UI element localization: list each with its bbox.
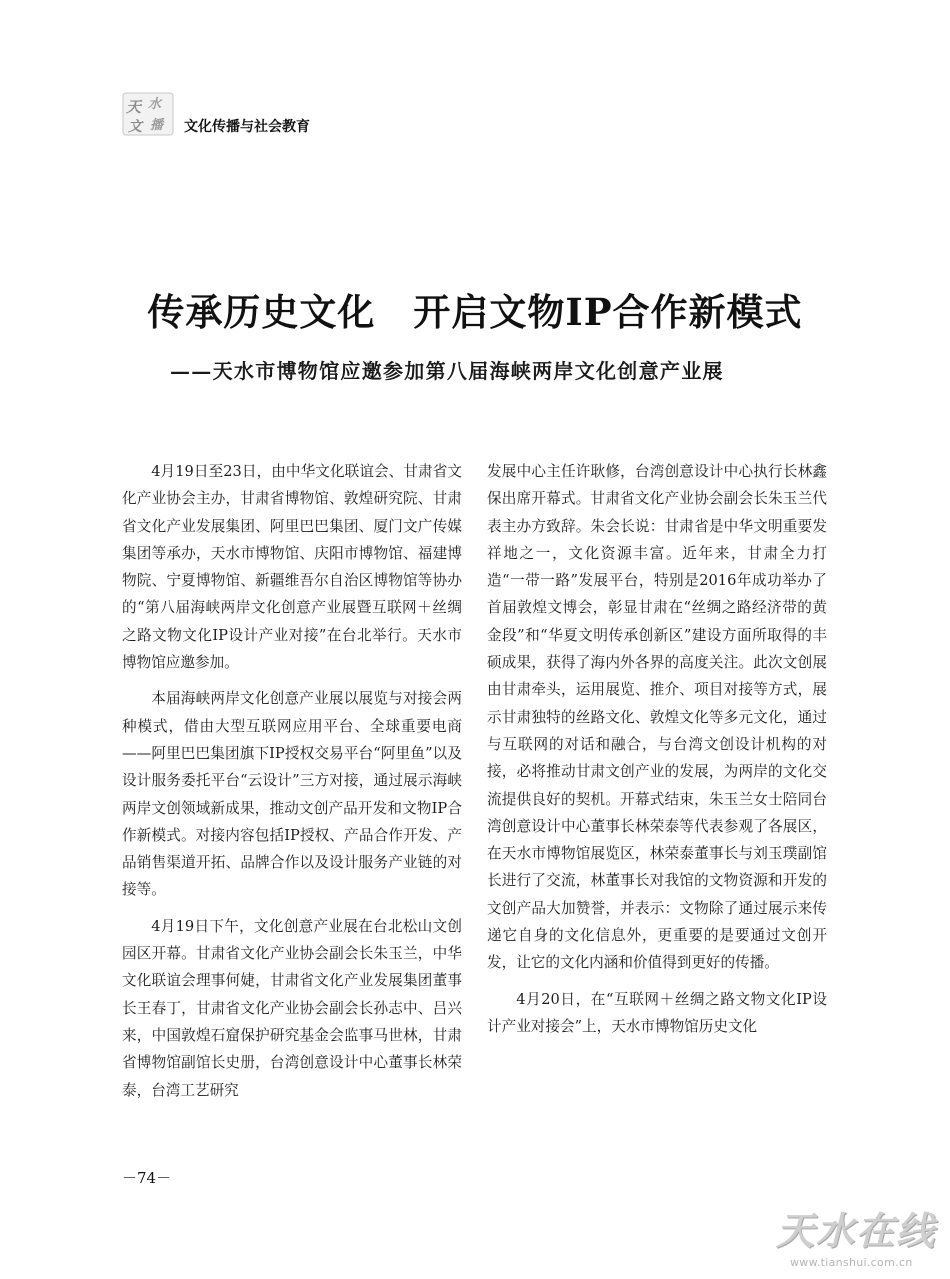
section-title: 文化传播与社会教育 <box>184 119 310 135</box>
svg-text:天: 天 <box>126 98 142 116</box>
journal-logo <box>122 92 174 136</box>
paragraph: 发展中心主任许耿修，台湾创意设计中心执行长林鑫保出席开幕式。甘肃省文化产业协会副会长朱玉兰代表主办方致辞。朱会长说：甘肃省是中华文明重要发祥地之一，文化资源丰富。近年来，甘肃全力打造“一带一路”发展平台，特别是2016年成功举办了首届敦煌文博会，彰显甘肃在“丝绸之路经济带的黄金段”和“华夏文明传承创新区”建设方面所取得的丰硕成果，获得了海内外各界的高度关注。此次文创展由甘肃牵头，运用展览、推介、项目对接等方式，展示甘肃独特的丝路文化、敦煌文化等多元文化，通过与互联网的对话和融合，与台湾文创设计机构的对接，必将推动甘肃文创产业的发展，为两岸的文化交流提供良好的契机。开幕式结束，朱玉兰女士陪同台湾创意设计中心董事长林荣泰等代表参观了各展区，在天水市博物馆展览区，林荣泰董事长与刘玉璞副馆长进行了交流，林董事长对我馆的文物资源和开发的文创产品大加赞誉，并表示：文物除了通过展示来传递它自身的文化信息外，更重要的是要通过文创开发，让它的文化内涵和价值得到更好的传播。 <box>487 463 827 972</box>
watermark-url: www.tianshui.com.cn <box>790 1256 913 1269</box>
watermark-text: 天水在线 <box>776 1209 937 1253</box>
paragraph: 4月19日至23日，由中华文化联谊会、甘肃省文化产业协会主办，甘肃省博物馆、敦煌研究院、甘肃省文化产业发展集团、阿里巴巴集团、厦门文广传媒集团等承办，天水市博物馆、庆阳市博物馆、福建博物院、宁夏博物馆、新疆维吾尔自治区博物馆等协办的“第八届海峡两岸文化创意产业展暨互联网＋丝绸之路文物文化IP设计产业对接”在台北举行。天水市博物馆应邀参加。 <box>122 463 462 672</box>
svg-text:水: 水 <box>148 97 162 112</box>
paragraph: 本届海峡两岸文化创意产业展以展览与对接会两种模式，借由大型互联网应用平台、全球重要电商——阿里巴巴集团旗下IP授权交易平台“阿里鱼”以及设计服务委托平台“云设计”三方对接，通过展示海峡两岸文创领域新成果，推动文创产品开发和文物IP合作新模式。对接内容包括IP授权、产品合作开发、产品销售渠道开拓、品牌合作以及设计服务产业链的对接等。 <box>122 690 462 899</box>
site-watermark <box>770 1200 945 1275</box>
right-column <box>487 458 827 1049</box>
svg-text:文: 文 <box>128 119 142 135</box>
left-column <box>122 458 462 1113</box>
svg-text:播: 播 <box>150 118 164 133</box>
article-title: 传承历史文化 开启文物IP合作新模式 <box>147 290 803 334</box>
paragraph: 4月20日，在“互联网＋丝绸之路文物文化IP设计产业对接会”上，天水市博物馆历史文化 <box>487 990 827 1035</box>
article-subtitle: ——天水市博物馆应邀参加第八届海峡两岸文化创意产业展 <box>170 359 724 383</box>
paragraph: 4月19日下午，文化创意产业展在台北松山文创园区开幕。甘肃省文化产业协会副会长朱玉兰，中华文化联谊会理事何婕，甘肃省文化产业发展集团董事长王春丁，甘肃省文化产业协会副会长孙志中、吕兴来，中国敦煌石窟保护研究基金会监事马世林，甘肃省博物馆副馆长史册，台湾创意设计中心董事长林荣泰，台湾工艺研究 <box>122 917 462 1099</box>
page-number: －74－ <box>122 1169 172 1187</box>
